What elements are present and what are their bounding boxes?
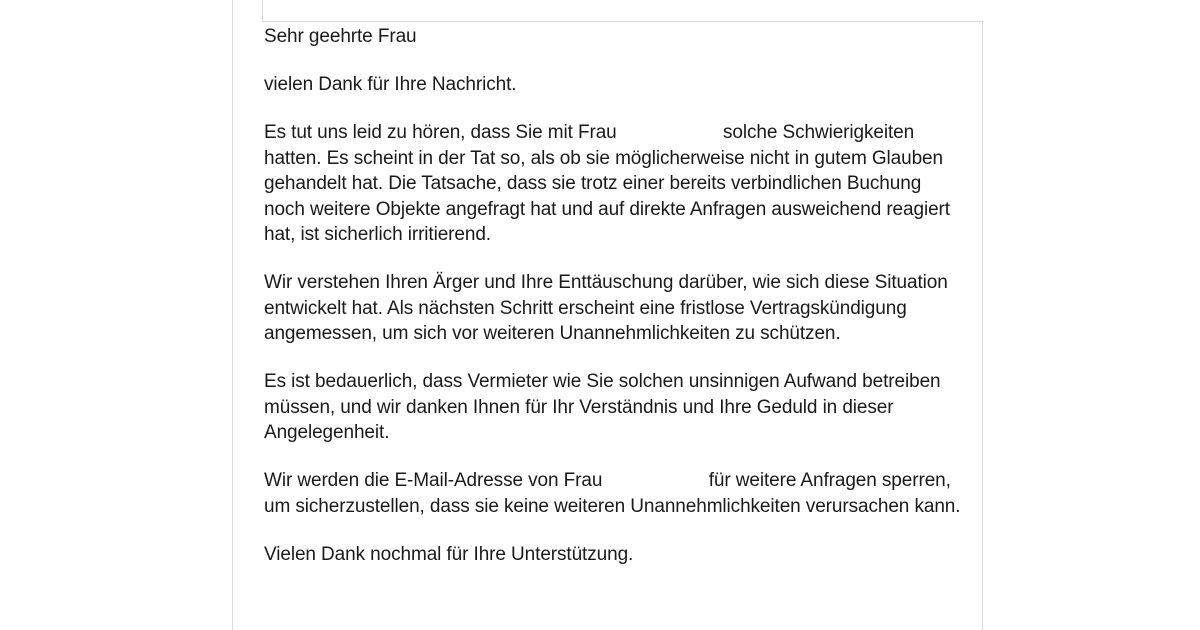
paragraph-block-email-end: für weitere Anfragen sperren, um sicherzustellen, dass sie keine weiteren Unannehmlichkeiten verursachen kann. xyxy=(264,470,961,517)
redacted-name xyxy=(622,121,718,141)
redacted-name xyxy=(422,25,490,45)
redacted-name xyxy=(608,469,704,489)
header-divider xyxy=(262,0,984,22)
paragraph-regret: Es ist bedauerlich, dass Vermieter wie Sie solchen unsinnigen Aufwand betreiben müssen, und wir danken Ihnen für Ihr Verständnis und Ihre Geduld in dieser Angelegenheit. xyxy=(264,371,941,443)
greeting-text: Sehr geehrte Frau xyxy=(264,26,417,47)
paragraph-understanding: Wir verstehen Ihren Ärger und Ihre Enttäuschung darüber, wie sich diese Situation entwickelt hat. Als nächsten Schritt erscheint eine fristlose Vertragskündigung angemessen, um sich vor weiteren Unannehmlichkeiten zu schützen. xyxy=(264,272,948,344)
paragraph-difficulties-end: solche Schwierigkeiten hatten. Es scheint in der Tat so, als ob sie möglicherweise nicht in gutem Glauben gehandelt hat. Die Tatsache, dass sie trotz einer bereits verbindlichen Buchung noch weitere Objekte angefragt hat und auf direkte Anfragen ausweichend reagiert hat, ist sicherlich irritierend. xyxy=(264,122,950,245)
email-body xyxy=(264,24,964,590)
paragraph-block-email xyxy=(264,468,964,519)
paragraph-difficulties-start: Es tut uns leid zu hören, dass Sie mit Frau xyxy=(264,122,617,143)
paragraph-difficulties xyxy=(264,120,964,248)
paragraph-block-email-start: Wir werden die E-Mail-Adresse von Frau xyxy=(264,470,603,491)
greeting-line xyxy=(264,24,964,50)
paragraph-closing: Vielen Dank nochmal für Ihre Unterstützung. xyxy=(264,543,634,565)
paragraph-thanks: vielen Dank für Ihre Nachricht. xyxy=(264,74,517,95)
